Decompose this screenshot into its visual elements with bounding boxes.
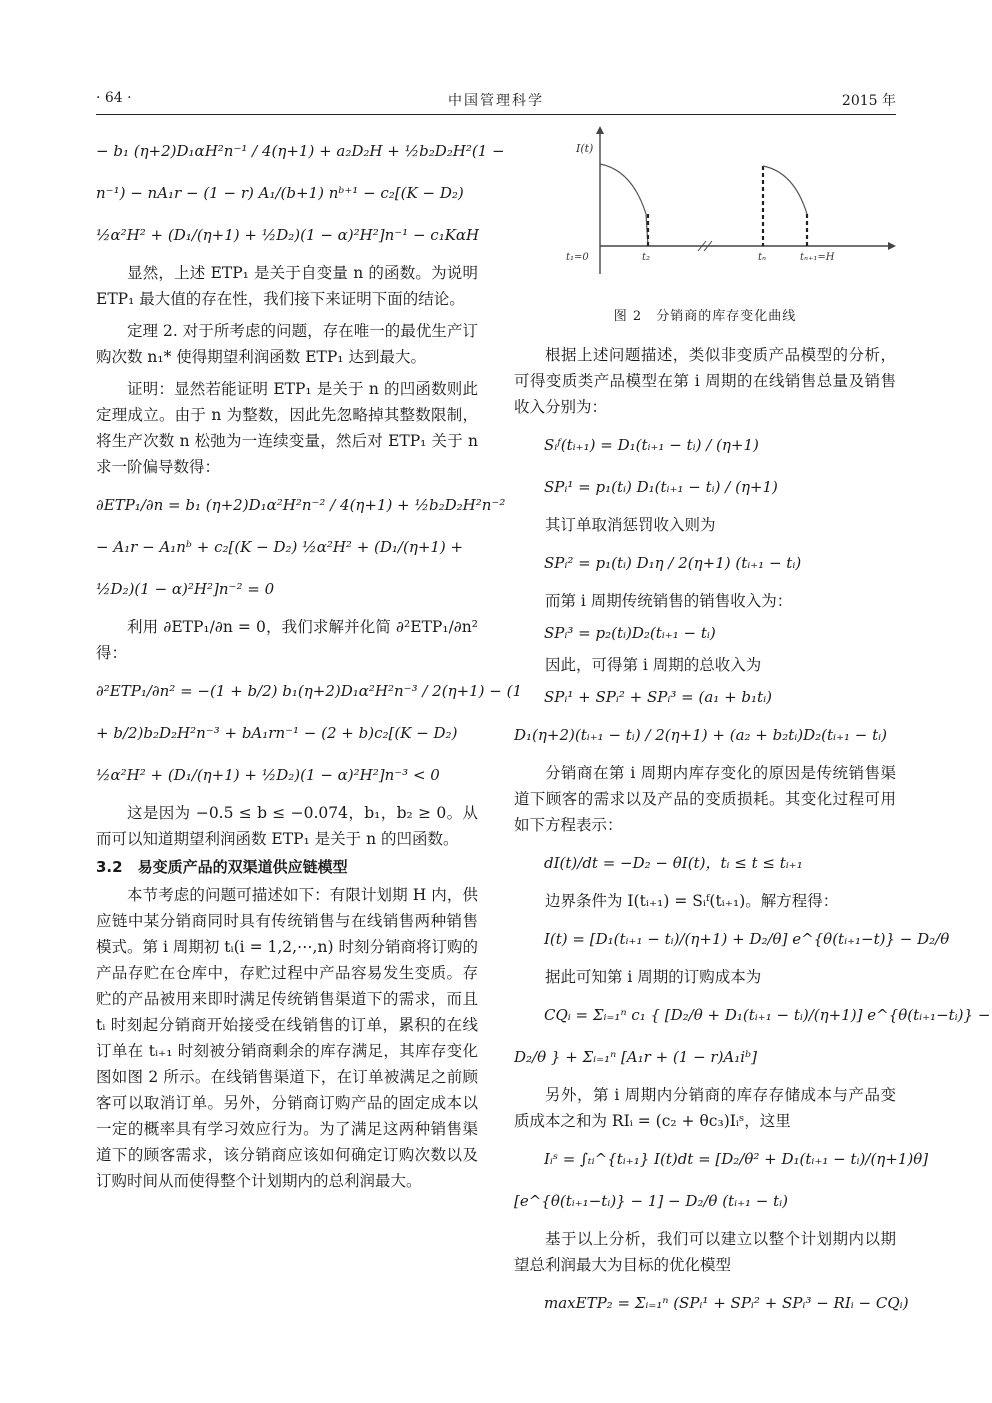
paragraph: 显然，上述 ETP₁ 是关于自变量 n 的函数。为说明 ETP₁ 最大值的存在性，我们接下来证明下面的结论。 <box>96 264 478 308</box>
page-number: · 64 · <box>96 90 132 106</box>
equation-line: dI(t)/dt = −D₂ − θI(t)，tᵢ ≤ t ≤ tᵢ₊₁ <box>544 854 803 872</box>
equation-line: ½D₂)(1 − α)²H²]n⁻² = 0 <box>96 580 275 598</box>
equation-line: CQᵢ = Σᵢ₌₁ⁿ c₁ { [D₂/θ + D₁(tᵢ₊₁ − tᵢ)/(η+1)] e^{θ(tᵢ₊₁−tᵢ)} − <box>544 1006 991 1024</box>
equation-line: D₂/θ } + Σᵢ₌₁ⁿ [A₁r + (1 − r)A₁iᵇ] <box>514 1048 757 1066</box>
equation-line: − A₁r − A₁nᵇ + c₂[(K − D₂) ½α²H² + (D₁/(η+1) + <box>96 538 464 556</box>
equation-line: ∂²ETP₁/∂n² = −(1 + b/2) b₁(η+2)D₁α²H²n⁻³ / 2(η+1) − (1 <box>96 682 523 700</box>
x-tick-label: t₁=0 <box>566 252 589 263</box>
equation-line: + b/2)b₂D₂H²n⁻³ + bA₁rn⁻¹ − (2 + b)c₂[(K − D₂) <box>96 724 458 742</box>
paragraph: 利用 ∂ETP₁/∂n = 0，我们求解并化简 ∂²ETP₁/∂n² 得： <box>96 618 478 662</box>
equation-line: ½α²H² + (D₁/(η+1) + ½D₂)(1 − α)²H²]n⁻³ < 0 <box>96 766 440 784</box>
publication-year: 2015 年 <box>841 93 896 109</box>
equation-line: SPᵢ¹ + SPᵢ² + SPᵢ³ = (a₁ + b₁tᵢ) <box>544 688 772 706</box>
right-column <box>514 126 991 1328</box>
inventory-curve-n <box>763 166 807 214</box>
equation-line: [e^{θ(tᵢ₊₁−tᵢ)} − 1] − D₂/θ (tᵢ₊₁ − tᵢ) <box>514 1192 789 1210</box>
equation-line: maxETP₂ = Σᵢ₌₁ⁿ (SPᵢ¹ + SPᵢ² + SPᵢ³ − RIᵢ − CQᵢ) <box>544 1294 909 1312</box>
equation-line: Sᵢᶠ(tᵢ₊₁) = D₁(tᵢ₊₁ − tᵢ) / (η+1) <box>544 436 759 454</box>
section-heading: 3.2 易变质产品的双渠道供应链模型 <box>96 858 348 876</box>
equation-line: ∂ETP₁/∂n = b₁ (η+2)D₁α²H²n⁻² / 4(η+1) + ½b₂D₂H²n⁻² <box>96 496 506 514</box>
inventory-curve-graph <box>514 126 896 296</box>
paragraph: 根据上述问题描述，类似非变质产品模型的分析，可得变质类产品模型在第 i 周期的在线销售总量及销售收入分别为： <box>514 346 896 416</box>
paragraph: 而第 i 周期传统销售的销售收入为： <box>545 592 793 610</box>
figure-caption: 图 2 分销商的库存变化曲线 <box>613 309 797 324</box>
equation-line: ½α²H² + (D₁/(η+1) + ½D₂)(1 − α)²H²]n⁻¹ − c₁KαH <box>96 226 480 244</box>
equation-line: − b₁ (η+2)D₁αH²n⁻¹ / 4(η+1) + a₂D₂H + ½b₂D₂H²(1 − <box>96 142 505 160</box>
equation-line: D₁(η+2)(tᵢ₊₁ − tᵢ) / 2(η+1) + (a₂ + b₂tᵢ)D₂(tᵢ₊₁ − tᵢ) <box>514 726 888 744</box>
inventory-curve-first <box>600 164 648 246</box>
paragraph: 其订单取消惩罚收入则为 <box>545 516 716 534</box>
equation-line: SPᵢ¹ = p₁(tᵢ) D₁(tᵢ₊₁ − tᵢ) / (η+1) <box>544 478 778 496</box>
page-header <box>96 88 896 115</box>
x-tick-label: t₂ <box>642 252 651 263</box>
equation-line: I(t) = [D₁(tᵢ₊₁ − tᵢ)/(η+1) + D₂/θ] e^{θ(tᵢ₊₁−t)} − D₂/θ <box>544 930 950 948</box>
paragraph: 据此可知第 i 周期的订购成本为 <box>545 968 762 986</box>
equation-line: Iᵢˢ = ∫ₜᵢ^{tᵢ₊₁} I(t)dt = [D₂/θ² + D₁(tᵢ₊₁ − tᵢ)/(η+1)θ] <box>544 1150 929 1168</box>
left-column <box>96 126 523 1194</box>
journal-title: 中国管理科学 <box>448 93 544 109</box>
paragraph: 边界条件为 I(tᵢ₊₁) = Sᵢᶠ(tᵢ₊₁)。解方程得： <box>545 892 839 910</box>
paragraph: 另外，第 i 周期内分销商的库存存储成本与产品变质成本之和为 RIᵢ = (c₂ + θc₃)Iᵢˢ，这里 <box>514 1086 896 1130</box>
equation-line: SPᵢ² = p₁(tᵢ) D₁η / 2(η+1) (tᵢ₊₁ − tᵢ) <box>544 554 802 572</box>
equation-line: SPᵢ³ = p₂(tᵢ)D₂(tᵢ₊₁ − tᵢ) <box>544 624 716 642</box>
x-tick-label: tₙ₊₁=H <box>800 252 835 263</box>
paragraph: 分销商在第 i 周期内库存变化的原因是传统销售渠道下顾客的需求以及产品的变质损耗。其变化过程可用如下方程表示： <box>514 764 896 834</box>
equation-line: n⁻¹) − nA₁r − (1 − r) A₁/(b+1) nᵇ⁺¹ − c₂[(K − D₂) <box>96 184 464 202</box>
inventory-figure <box>514 126 896 296</box>
x-tick-label: tₙ <box>758 252 767 263</box>
proof-paragraph: 证明：显然若能证明 ETP₁ 是关于 n 的凹函数则此定理成立。由于 n 为整数，因此先忽略掉其整数限制，将生产次数 n 松弛为一连续变量，然后对 ETP₁ 关于 n 求一阶偏导数得： <box>96 380 478 476</box>
paragraph: 本节考虑的问题可描述如下：有限计划期 H 内，供应链中某分销商同时具有传统销售与在线销售两种销售模式。第 i 周期初 tᵢ(i = 1,2,⋯,n) 时刻分销商将订购的产品存贮在仓库中，存贮过程中产品容易发生变质。存贮的产品被用来即时满足传统销售渠道下的需求，而且 tᵢ 时刻起分销商开始接受在线销售的订单，累积的在线订单在 tᵢ₊₁ 时刻被分销商剩余的库存满足，其库存变化图如图 2 所示。在线销售渠道下，在订单被满足之前顾客可以取消订单。另外，分销商订购产品的固定成本以一定的概率具有学习效应行为。为了满足这两种销售渠道下的顾客需求，该分销商应该如何确定订购次数以及订购时间从而使得整个计划期内的总利润最大。 <box>96 886 478 1190</box>
x-axis-arrow <box>888 242 896 250</box>
paragraph: 基于以上分析，我们可以建立以整个计划期内以期望总利润最大为目标的优化模型 <box>514 1230 896 1274</box>
paragraph: 因此，可得第 i 周期的总收入为 <box>545 656 762 674</box>
y-axis-arrow <box>596 126 604 134</box>
y-axis-label: I(t) <box>576 142 594 155</box>
paragraph: 这是因为 −0.5 ≤ b ≤ −0.074，b₁，b₂ ≥ 0。从而可以知道期望利润函数 ETP₁ 是关于 n 的凹函数。 <box>96 804 478 848</box>
theorem-statement: 定理 2. 对于所考虑的问题，存在唯一的最优生产订购次数 n₁* 使得期望利润函数 ETP₁ 达到最大。 <box>96 322 478 366</box>
